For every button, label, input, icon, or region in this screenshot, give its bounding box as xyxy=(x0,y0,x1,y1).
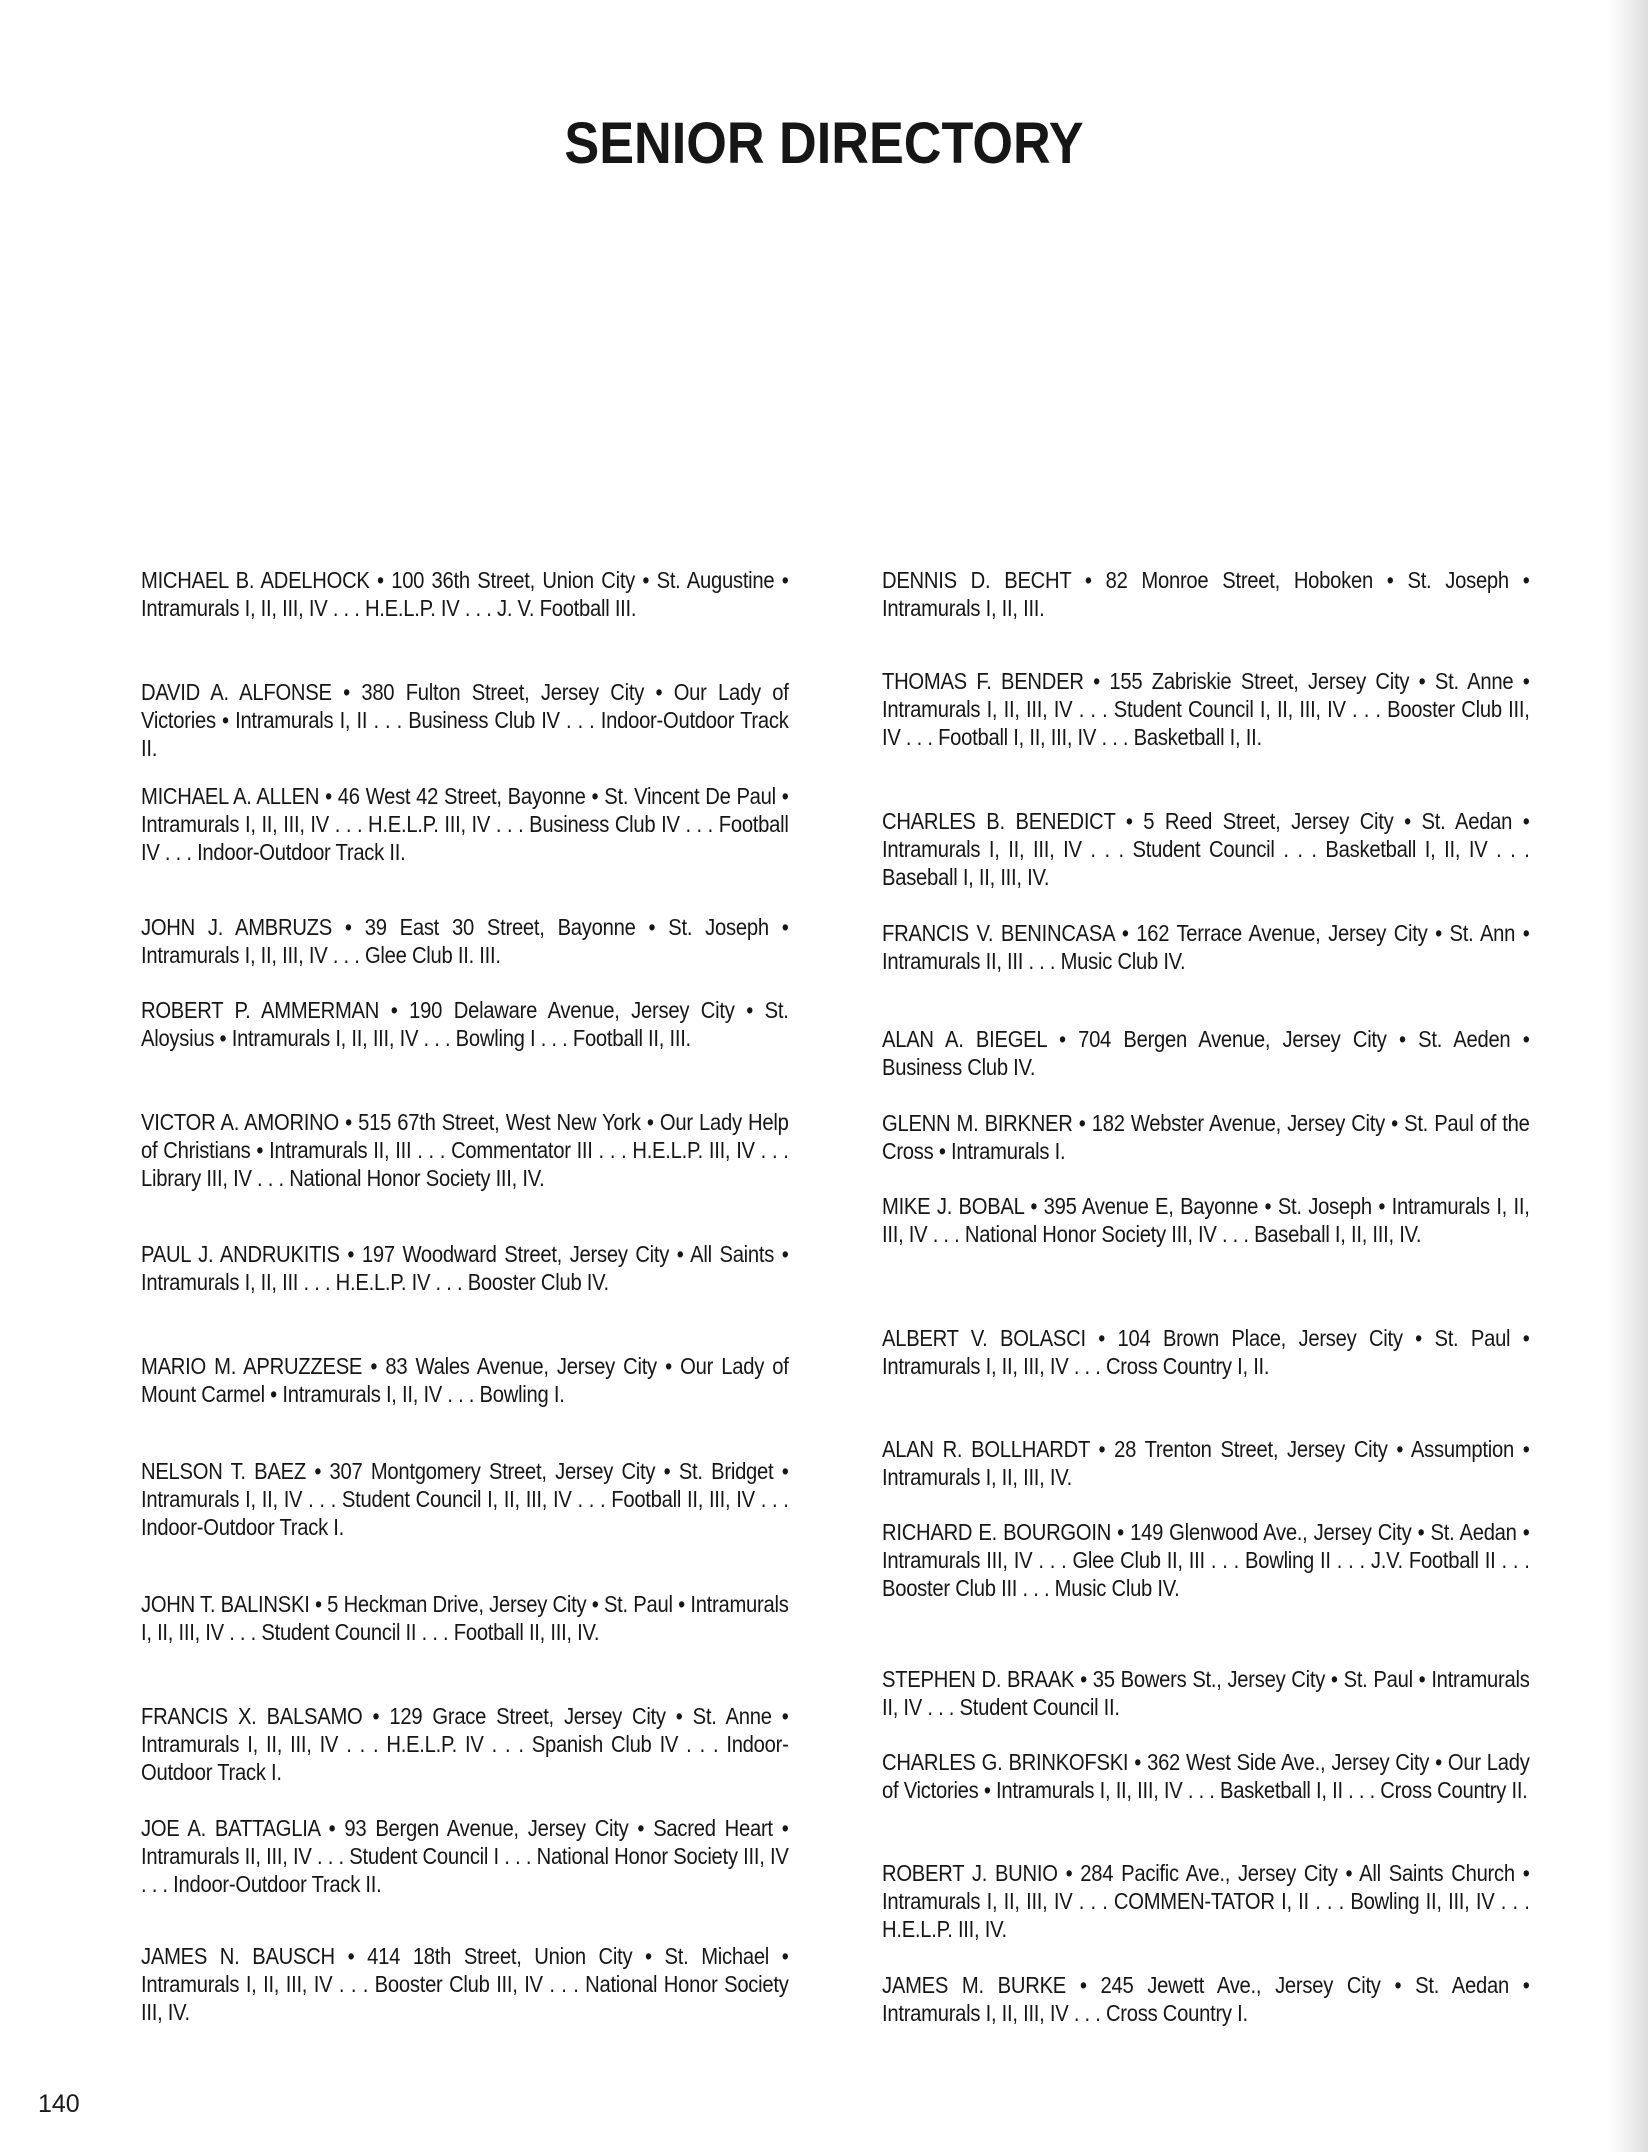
entry-text: JAMES N. BAUSCH • 414 18th Street, Union City • St. Michael • Intramurals I, II, III, IV . . . Booster Club III, IV . . . National Honor Society III, IV. xyxy=(141,1943,789,2026)
entry-text: MICHAEL B. ADELHOCK • 100 36th Street, Union City • St. Augustine • Intramurals I, II, III, IV . . . H.E.L.P. IV . . . J. V. Football III. xyxy=(141,567,789,622)
directory-entry xyxy=(141,1108,789,1193)
directory-entry xyxy=(882,1435,1530,1491)
entry-text: MARIO M. APRUZZESE • 83 Wales Avenue, Jersey City • Our Lady of Mount Carmel • Intramurals I, II, IV . . . Bowling I. xyxy=(141,1353,789,1408)
directory-entry xyxy=(882,1025,1530,1081)
entry-text: ROBERT P. AMMERMAN • 190 Delaware Avenue, Jersey City • St. Aloysius • Intramurals I, II, III, IV . . . Bowling I . . . Football II, III. xyxy=(141,997,789,1052)
directory-entry xyxy=(882,1109,1530,1165)
entry-text: MICHAEL A. ALLEN • 46 West 42 Street, Bayonne • St. Vincent De Paul • Intramurals I, II, III, IV . . . H.E.L.P. III, IV . . . Business Club IV . . . Football IV . . . Indoor-Outdoor Track II. xyxy=(141,783,789,866)
directory-entry xyxy=(141,1590,789,1646)
directory-entry xyxy=(882,1192,1530,1248)
entry-text: ROBERT J. BUNIO • 284 Pacific Ave., Jersey City • All Saints Church • Intramurals I, II, III, IV . . . COMMEN-TATOR I, II . . . Bowling II, III, IV . . . H.E.L.P. III, IV. xyxy=(882,1860,1530,1943)
entry-text: JOHN J. AMBRUZS • 39 East 30 Street, Bayonne • St. Joseph • Intramurals I, II, III, IV . . . Glee Club II. III. xyxy=(141,914,789,969)
entry-text: MIKE J. BOBAL • 395 Avenue E, Bayonne • St. Joseph • Intramurals I, II, III, IV . . . National Honor Society III, IV . . . Baseball I, II, III, IV. xyxy=(882,1193,1530,1248)
entry-text: VICTOR A. AMORINO • 515 67th Street, West New York • Our Lady Help of Christians • Intramurals II, III . . . Commentator III . . . H.E.L.P. III, IV . . . Library III, IV . . . National Honor Society III, IV. xyxy=(141,1109,789,1192)
directory-entry xyxy=(882,566,1530,622)
entry-text: JOHN T. BALINSKI • 5 Heckman Drive, Jersey City • St. Paul • Intramurals I, II, III, IV . . . Student Council II . . . Football II, III, IV. xyxy=(141,1591,789,1646)
directory-entry xyxy=(882,1971,1530,2027)
entry-text: FRANCIS X. BALSAMO • 129 Grace Street, Jersey City • St. Anne • Intramurals I, II, III, IV . . . H.E.L.P. IV . . . Spanish Club IV . . . Indoor-Outdoor Track I. xyxy=(141,1703,789,1786)
entry-text: FRANCIS V. BENINCASA • 162 Terrace Avenue, Jersey City • St. Ann • Intramurals II, III . . . Music Club IV. xyxy=(882,920,1530,975)
directory-entry xyxy=(141,1240,789,1296)
directory-entry xyxy=(882,1859,1530,1944)
page-edge-shadow xyxy=(1608,0,1648,2152)
page-number: 140 xyxy=(38,2090,80,2118)
directory-entry xyxy=(882,1518,1530,1603)
entry-text: THOMAS F. BENDER • 155 Zabriskie Street, Jersey City • St. Anne • Intramurals I, II, III, IV . . . Student Council I, II, III, IV . . . Booster Club III, IV . . . Football I, II, III, IV . . . Basketball I, II. xyxy=(882,668,1530,751)
directory-entry xyxy=(882,1324,1530,1380)
directory-entry xyxy=(141,1457,789,1542)
directory-entry xyxy=(141,782,789,867)
entry-text: CHARLES B. BENEDICT • 5 Reed Street, Jersey City • St. Aedan • Intramurals I, II, III, IV . . . Student Council . . . Basketball I, II, IV . . . Baseball I, II, III, IV. xyxy=(882,808,1530,891)
directory-entry xyxy=(882,1748,1530,1804)
directory-entry xyxy=(882,807,1530,892)
entry-text: ALAN R. BOLLHARDT • 28 Trenton Street, Jersey City • Assumption • Intramurals I, II, III, IV. xyxy=(882,1436,1530,1491)
directory-entry xyxy=(141,1702,789,1787)
entry-text: CHARLES G. BRINKOFSKI • 362 West Side Ave., Jersey City • Our Lady of Victories • Intramurals I, II, III, IV . . . Basketball I, II . . . Cross Country II. xyxy=(882,1749,1530,1804)
directory-entry xyxy=(882,919,1530,975)
entry-text: RICHARD E. BOURGOIN • 149 Glenwood Ave., Jersey City • St. Aedan • Intramurals III, IV . . . Glee Club II, III . . . Bowling II . . . J.V. Football II . . . Booster Club III . . . Music Club IV. xyxy=(882,1519,1530,1602)
directory-entry xyxy=(141,1352,789,1408)
directory-entry xyxy=(141,913,789,969)
page-title: SENIOR DIRECTORY xyxy=(564,111,1084,176)
directory-entry xyxy=(141,1942,789,2027)
entry-text: NELSON T. BAEZ • 307 Montgomery Street, Jersey City • St. Bridget • Intramurals I, II, IV . . . Student Council I, II, III, IV . . . Football II, III, IV . . . Indoor-Outdoor Track I. xyxy=(141,1458,789,1541)
directory-entry xyxy=(141,1814,789,1899)
entry-text: DENNIS D. BECHT • 82 Monroe Street, Hoboken • St. Joseph • Intramurals I, II, III. xyxy=(882,567,1530,622)
entry-text: DAVID A. ALFONSE • 380 Fulton Street, Jersey City • Our Lady of Victories • Intramurals I, II . . . Business Club IV . . . Indoor-Outdoor Track II. xyxy=(141,679,789,762)
entry-text: GLENN M. BIRKNER • 182 Webster Avenue, Jersey City • St. Paul of the Cross • Intramurals I. xyxy=(882,1110,1530,1165)
directory-entry xyxy=(882,667,1530,752)
entry-text: PAUL J. ANDRUKITIS • 197 Woodward Street, Jersey City • All Saints • Intramurals I, II, III . . . H.E.L.P. IV . . . Booster Club IV. xyxy=(141,1241,789,1296)
entry-text: JOE A. BATTAGLIA • 93 Bergen Avenue, Jersey City • Sacred Heart • Intramurals II, III, IV . . . Student Council I . . . National Honor Society III, IV . . . Indoor-Outdoor Track II. xyxy=(141,1815,789,1898)
entry-text: JAMES M. BURKE • 245 Jewett Ave., Jersey City • St. Aedan • Intramurals I, II, III, IV . . . Cross Country I. xyxy=(882,1972,1530,2027)
directory-entry xyxy=(882,1665,1530,1721)
directory-entry xyxy=(141,678,789,763)
entry-text: ALAN A. BIEGEL • 704 Bergen Avenue, Jersey City • St. Aeden • Business Club IV. xyxy=(882,1026,1530,1081)
entry-text: STEPHEN D. BRAAK • 35 Bowers St., Jersey City • St. Paul • Intramurals II, IV . . . Student Council II. xyxy=(882,1666,1530,1721)
directory-entry xyxy=(141,996,789,1052)
entry-text: ALBERT V. BOLASCI • 104 Brown Place, Jersey City • St. Paul • Intramurals I, II, III, IV . . . Cross Country I, II. xyxy=(882,1325,1530,1380)
directory-entry xyxy=(141,566,789,622)
